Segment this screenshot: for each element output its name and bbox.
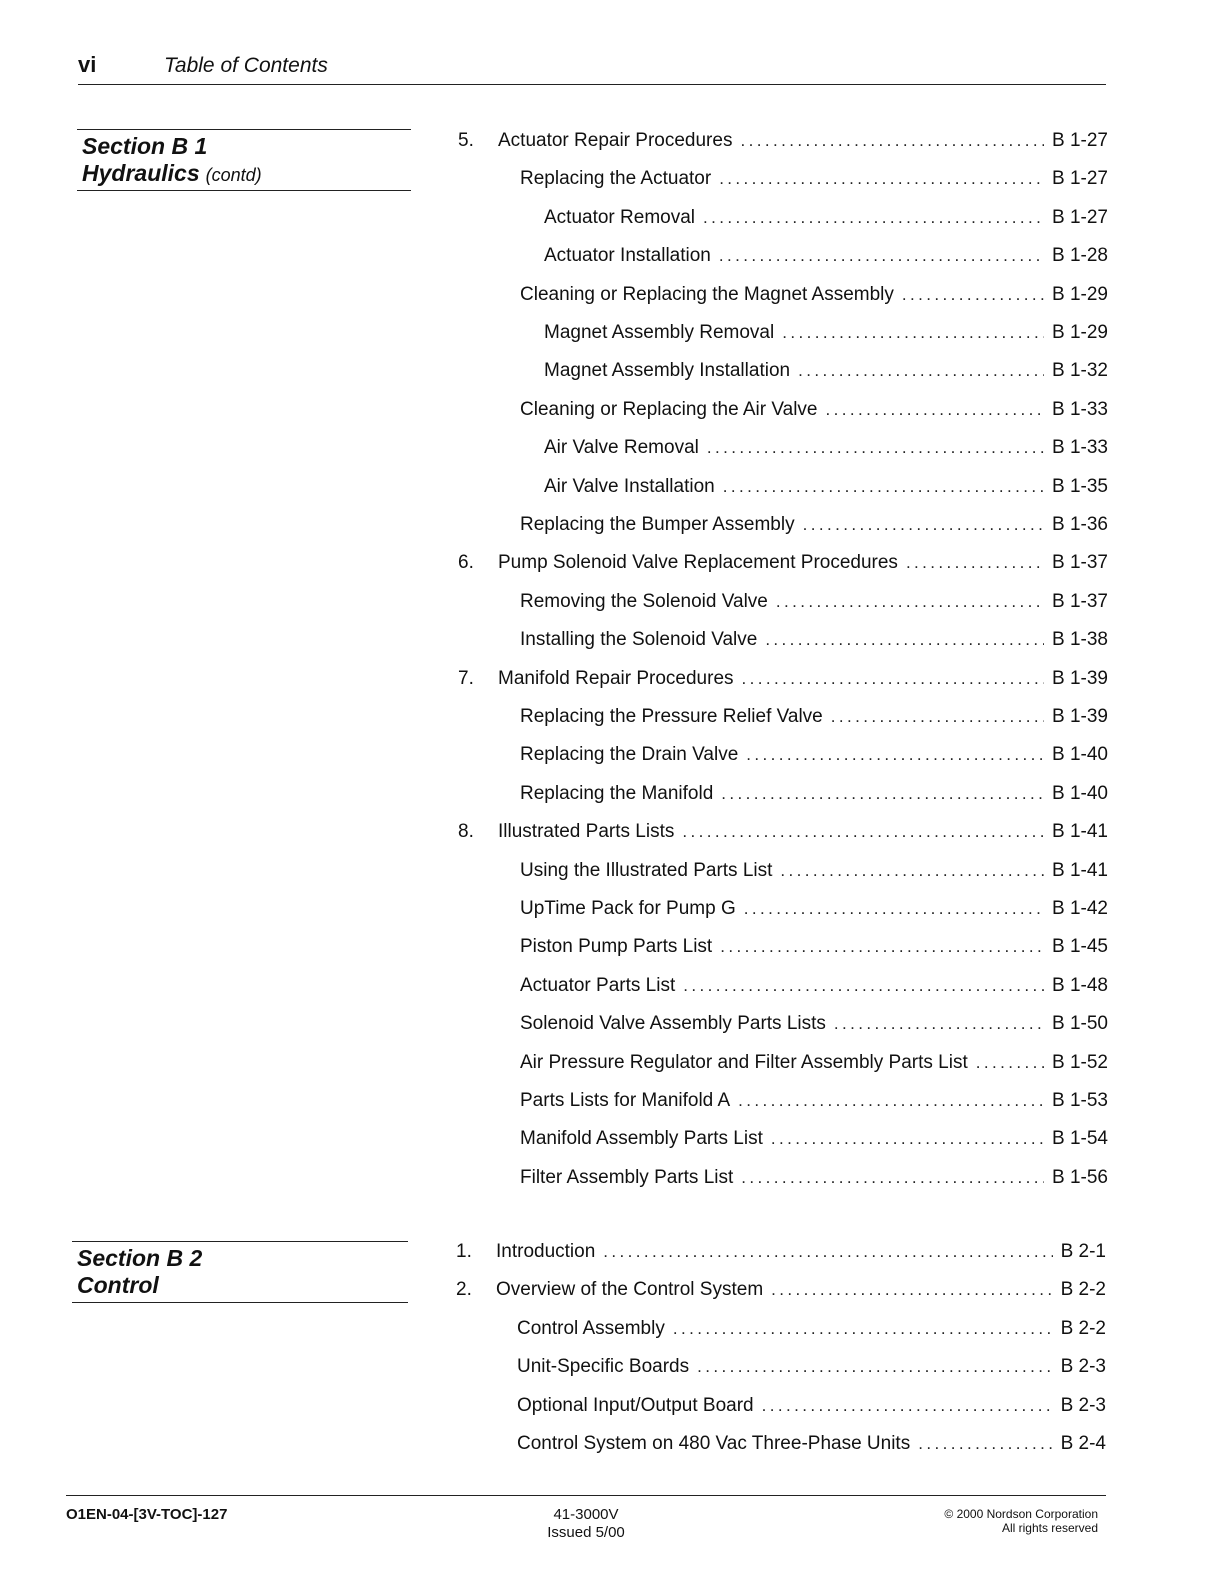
toc-dot-leader [776,587,1044,617]
toc-entry[interactable] [517,1429,1106,1459]
toc-entry-title: Replacing the Bumper Assembly [520,514,795,535]
footer-rights: All rights reserved [1001,1521,1098,1535]
toc-dot-leader [682,817,1044,847]
toc-dot-leader [697,1352,1052,1382]
toc-dot-leader [765,625,1044,655]
toc-entry-title: Replacing the Manifold [520,782,714,804]
toc-entry[interactable] [520,702,1108,732]
toc-entry-title: Replacing the Drain Valve [520,744,739,766]
toc-entry-page: B 1-56 [1052,1166,1108,1188]
toc-entry-page: B 1-33 [1052,437,1108,459]
toc-entry-title: Parts Lists for Manifold A [520,1090,731,1111]
toc-entry[interactable] [458,126,1108,156]
page-header [78,50,1106,85]
toc-dot-leader [902,280,1044,310]
toc-entry-page: B 1-33 [1052,398,1108,420]
toc-entry-page: B 1-27 [1052,168,1108,190]
toc-entry[interactable] [520,1163,1108,1193]
toc-entry[interactable] [520,894,1108,924]
toc-dot-leader [762,1391,1053,1421]
toc-entry-page: B 1-41 [1052,821,1108,843]
toc-entry-title: Actuator Parts List [520,974,676,996]
toc-entry-title: Unit-Specific Boards [517,1356,690,1378]
toc-entry-page: B 2-3 [1060,1356,1106,1378]
toc-entry-page: B 1-29 [1052,322,1108,343]
toc-entry-title: Optional Input/Output Board [517,1394,754,1416]
toc-entry-page: B 1-39 [1052,706,1108,727]
toc-entry-page: B 1-28 [1052,245,1108,267]
page-footer [66,1495,1106,1546]
toc-entry-page: B 1-39 [1052,667,1108,689]
toc-entry-title: Cleaning or Replacing the Magnet Assembly [520,283,894,305]
toc-entry-number: 7. [458,667,474,689]
toc-dot-leader [782,318,1044,348]
toc-entry-title: Cleaning or Replacing the Air Valve [520,398,818,420]
toc-dot-leader [738,1086,1044,1116]
toc-entry-page: B 1-37 [1052,590,1108,612]
toc-dot-leader [742,664,1045,694]
toc-entry-title: Illustrated Parts Lists [498,821,675,843]
toc-entry[interactable] [458,817,1108,847]
toc-entry-number: 1. [456,1241,472,1262]
toc-entry[interactable] [517,1314,1106,1344]
toc-entry-title: Piston Pump Parts List [520,936,713,958]
footer-doc-code: O1EN-04-[3V-TOC]-127 [66,1506,228,1523]
toc-entry-number: 8. [458,821,474,843]
toc-entry-title: Control System on 480 Vac Three-Phase Units [517,1433,911,1454]
toc-entry-title: Air Valve Removal [544,437,699,459]
toc-dot-leader [746,740,1044,770]
toc-entry-page: B 2-2 [1060,1317,1106,1339]
toc-entry-page: B 2-1 [1060,1241,1106,1262]
toc-dot-leader [721,779,1044,809]
toc-entry[interactable] [520,510,1108,540]
toc-entry-page: B 1-38 [1052,629,1108,651]
toc-entry-title: Filter Assembly Parts List [520,1166,734,1188]
toc-entry-page: B 1-53 [1052,1090,1108,1111]
toc-dot-leader [771,1124,1044,1154]
toc-entry-number: 5. [458,130,474,151]
section-b1-contd: (contd) [205,165,262,185]
toc-entry-page: B 1-27 [1052,130,1108,151]
toc-dot-leader [831,702,1044,732]
toc-entry[interactable] [520,280,1108,310]
page-header-title: Table of Contents [164,54,328,77]
toc-entry[interactable] [458,548,1108,578]
toc-entry[interactable] [544,472,1108,502]
toc-entry[interactable] [520,1009,1108,1039]
toc-dot-leader [603,1237,1052,1267]
toc-entry-page: B 2-4 [1060,1433,1106,1454]
toc-entry[interactable] [544,356,1108,386]
toc-entry[interactable] [520,740,1108,770]
toc-entry[interactable] [517,1391,1106,1421]
toc-entry[interactable] [520,932,1108,962]
toc-entry[interactable] [520,971,1108,1001]
toc-entry-page: B 1-48 [1052,974,1108,996]
toc-entry-page: B 1-45 [1052,936,1108,958]
toc-entry[interactable] [520,1124,1108,1154]
toc-entry[interactable] [517,1352,1106,1382]
toc-entry-page: B 1-54 [1052,1128,1108,1150]
toc-entry-page: B 2-2 [1060,1279,1106,1301]
toc-entry-title: Actuator Repair Procedures [498,130,733,151]
toc-entry-page: B 1-42 [1052,898,1108,919]
section-b1-title [82,160,262,187]
toc-dot-leader [918,1429,1052,1459]
toc-entry-page: B 1-41 [1052,859,1108,881]
section-b2-title: Control [77,1272,159,1298]
toc-dot-leader [673,1314,1053,1344]
toc-entry-title: Solenoid Valve Assembly Parts Lists [520,1013,826,1035]
toc-entry-number: 2. [456,1279,472,1301]
toc-entry-title: Air Pressure Regulator and Filter Assembly Parts List [520,1051,968,1073]
footer-part-number: 41-3000V [553,1506,619,1523]
toc-entry-title: Air Valve Installation [544,475,715,497]
toc-dot-leader [719,241,1044,271]
toc-entry-title: Installing the Solenoid Valve [520,629,758,651]
toc-entry[interactable] [520,587,1108,617]
toc-dot-leader [780,856,1044,886]
toc-dot-leader [683,971,1044,1001]
toc-entry-number: 6. [458,552,474,574]
toc-entry[interactable] [520,395,1108,425]
toc-entry-title: UpTime Pack for Pump G [520,898,736,919]
toc-entry-title: Magnet Assembly Installation [544,360,791,382]
footer-part-info [516,1506,656,1542]
toc-entry-title: Manifold Repair Procedures [498,667,734,689]
toc-entry-title: Pump Solenoid Valve Replacement Procedures [498,552,898,574]
toc-dot-leader [719,164,1044,194]
toc-entry-title: Manifold Assembly Parts List [520,1128,763,1150]
toc-entry[interactable] [520,856,1108,886]
section-b2-label: Section B 2 [77,1245,203,1271]
toc-dot-leader [744,894,1044,924]
toc-dot-leader [741,1163,1044,1193]
toc-dot-leader [740,126,1044,156]
toc-dot-leader [976,1048,1044,1078]
toc-entry-page: B 1-29 [1052,283,1108,305]
toc-entry-title: Using the Illustrated Parts List [520,859,773,881]
toc-entry-page: B 1-27 [1052,206,1108,228]
toc-entry[interactable] [458,664,1108,694]
toc-entry-title: Magnet Assembly Removal [544,322,775,343]
toc-entry-title: Actuator Installation [544,245,711,267]
toc-entry[interactable] [520,1086,1108,1116]
footer-issued: Issued 5/00 [547,1524,625,1541]
toc-dot-leader [720,932,1044,962]
toc-entry-title: Overview of the Control System [496,1279,764,1301]
section-b2-heading [72,1241,408,1303]
toc-dot-leader [771,1275,1052,1305]
toc-dot-leader [703,203,1044,233]
toc-entry[interactable] [544,241,1108,271]
toc-entry[interactable] [520,779,1108,809]
footer-copyright-block [944,1507,1098,1535]
toc-entry[interactable] [520,625,1108,655]
toc-entry-title: Introduction [496,1241,596,1262]
toc-entry[interactable] [544,203,1108,233]
toc-entry[interactable] [544,433,1108,463]
footer-copyright: © 2000 Nordson Corporation [944,1507,1098,1521]
toc-entry-title: Actuator Removal [544,206,696,228]
toc-entry-page: B 1-36 [1052,514,1108,535]
toc-entry[interactable] [456,1237,1106,1267]
toc-entry[interactable] [520,1048,1108,1078]
toc-dot-leader [798,356,1044,386]
toc-entry-page: B 1-37 [1052,552,1108,574]
toc-entry-title: Control Assembly [517,1317,665,1339]
page-number: vi [78,52,97,77]
toc-entry-page: B 2-3 [1060,1394,1106,1416]
toc-entry[interactable] [456,1275,1106,1305]
toc-entry-page: B 1-35 [1052,475,1108,497]
section-b1-name: Hydraulics [82,160,200,186]
toc-entry-page: B 1-52 [1052,1051,1108,1073]
toc-dot-leader [826,395,1045,425]
toc-dot-leader [723,472,1044,502]
toc-entry-title: Removing the Solenoid Valve [520,590,768,612]
toc-dot-leader [803,510,1044,540]
toc-dot-leader [906,548,1044,578]
section-b1-label: Section B 1 [82,133,208,159]
toc-entry-title: Replacing the Pressure Relief Valve [520,706,823,727]
toc-entry[interactable] [544,318,1108,348]
toc-entry-title: Replacing the Actuator [520,168,712,190]
toc-entry-page: B 1-32 [1052,360,1108,382]
toc-entry-page: B 1-40 [1052,782,1108,804]
toc-entry[interactable] [520,164,1108,194]
toc-dot-leader [707,433,1044,463]
toc-entry-page: B 1-50 [1052,1013,1108,1035]
toc-entry-page: B 1-40 [1052,744,1108,766]
toc-dot-leader [834,1009,1044,1039]
section-b1-heading [77,129,411,191]
